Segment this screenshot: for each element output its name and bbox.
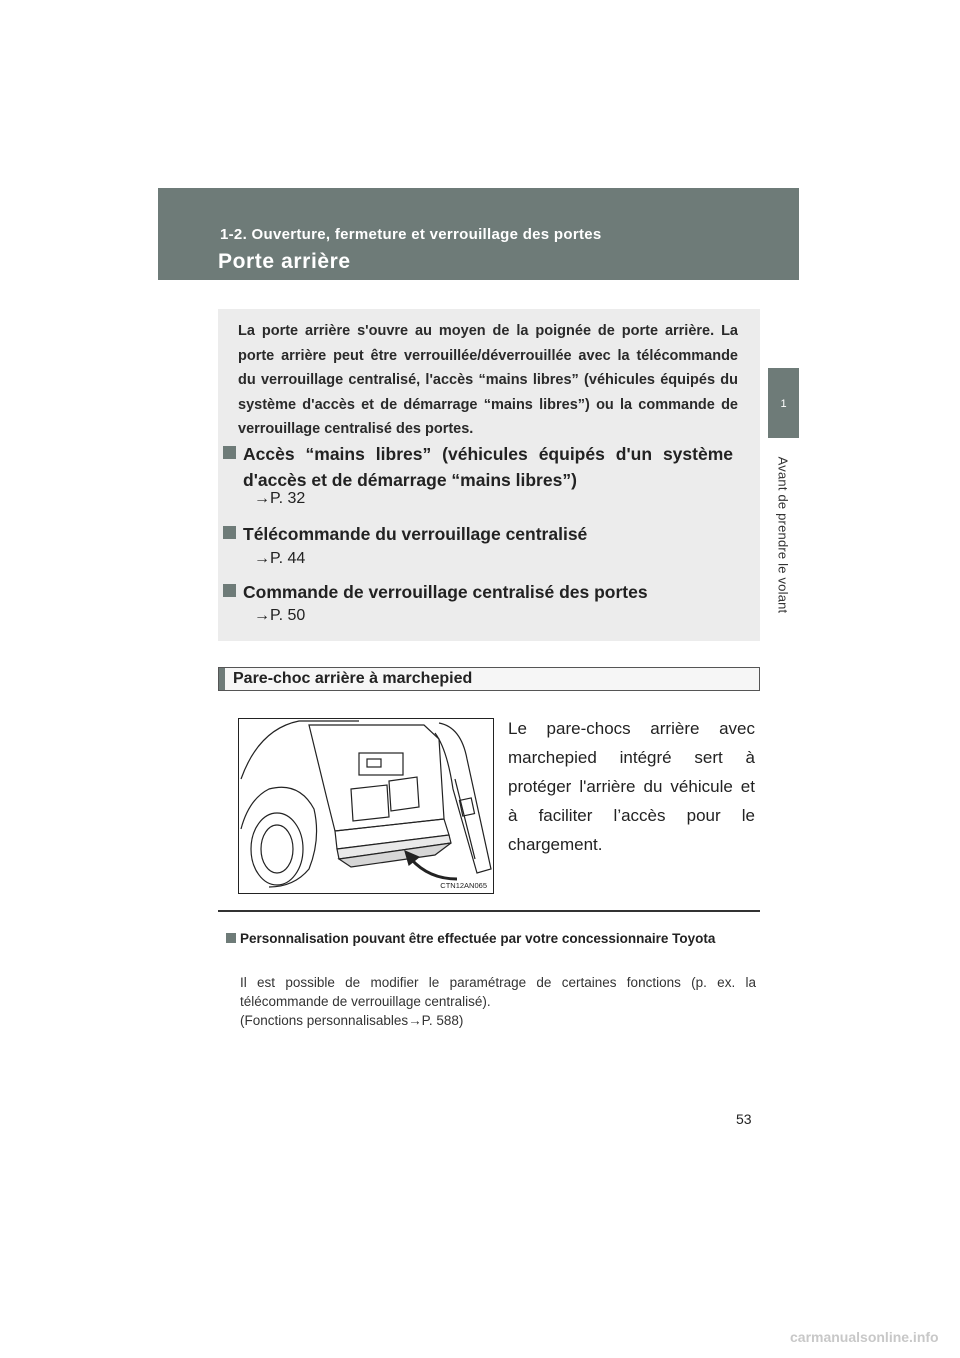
intro-paragraph: La porte arrière s'ouvre au moyen de la poignée de porte arrière. La porte arrière peut être verrouillée/déverrouillée avec la télécommande du verrouillage centralisé, l'accès “mains libres” (véhicules équipés du système d'accès et de démarrage “mains libres”) ou la commande de verrouillage centralisé des portes. — [238, 323, 738, 438]
chapter-tab — [768, 368, 799, 438]
section-title: 1-2. Ouverture, fermeture et verrouillage des portes — [220, 226, 602, 243]
rear-bumper-illustration — [238, 718, 494, 894]
chapter-number: 1 — [780, 398, 787, 410]
bullet-square-icon — [223, 584, 236, 597]
item-central-lock-ref[interactable]: →P. 50 — [254, 607, 306, 624]
figure-code: CTN12AN065 — [440, 881, 487, 890]
item-hands-free-ref[interactable]: →P. 32 — [254, 490, 306, 507]
chapter-header — [158, 188, 799, 280]
note-title: Personnalisation pouvant être effectuée par votre concessionnaire Toyota — [226, 929, 756, 948]
note-paragraph: Il est possible de modifier le paramétrage de certaines fonctions (p. ex. la télécommande de verrouillage centralisé). — [240, 975, 756, 1009]
section-bar-label: Pare-choc arrière à marchepied — [233, 670, 473, 687]
page-number: 53 — [736, 1111, 752, 1127]
item-hands-free-title: Accès “mains libres” (véhicules équipés d'un système d'accès et de démarrage “mains libres”) — [223, 441, 738, 493]
site-watermark: carmanualsonline.info — [790, 1329, 939, 1345]
arrow-right-icon: → — [254, 607, 270, 624]
bullet-square-icon — [223, 446, 236, 459]
bumper-description: Le pare-chocs arrière avec marchepied intégré sert à protéger l'arrière du véhicule et à faciliter l’accès pour le chargement. — [508, 719, 755, 854]
vehicle-rear-drawing — [239, 719, 493, 893]
summary-box — [218, 309, 760, 641]
item-central-lock-title: Commande de verrouillage centralisé des portes — [223, 579, 738, 605]
bullet-square-icon — [226, 933, 236, 943]
item-remote-title: Télécommande du verrouillage centralisé — [223, 521, 738, 547]
arrow-right-icon: → — [254, 490, 270, 507]
item-remote-ref[interactable]: →P. 44 — [254, 550, 306, 567]
note-reference[interactable]: (Fonctions personnalisables→P. 588) — [240, 1013, 464, 1028]
section-bar-accent — [219, 668, 225, 690]
section-divider — [218, 910, 760, 912]
section-bar — [218, 667, 760, 691]
note-body — [240, 973, 756, 1030]
bullet-square-icon — [223, 526, 236, 539]
arrow-right-icon: → — [408, 1013, 422, 1028]
chapter-side-title: Avant de prendre le volant — [775, 456, 791, 614]
arrow-right-icon: → — [254, 550, 270, 567]
page-title: Porte arrière — [218, 250, 351, 273]
